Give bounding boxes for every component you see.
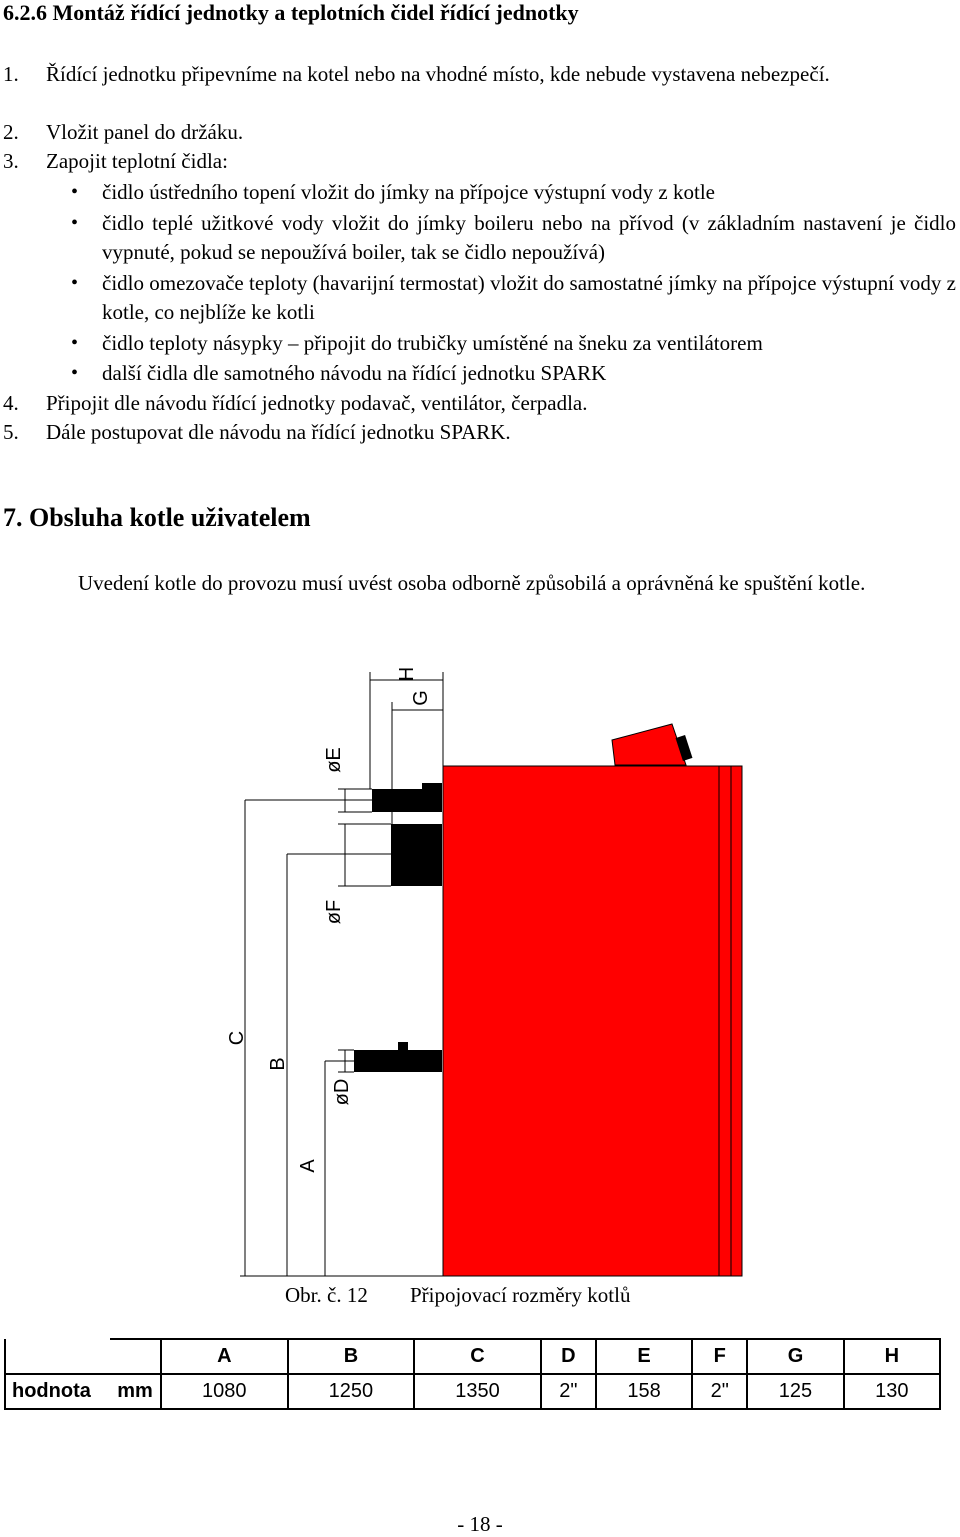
table-cell: 1080: [161, 1374, 288, 1409]
boiler-body: [443, 766, 719, 1276]
step-text: Vložit panel do držáku.: [46, 120, 244, 144]
boiler-connection-diagram: [0, 640, 960, 1280]
top-pipe: [422, 783, 442, 812]
table-cell: 125: [747, 1374, 843, 1409]
figure-caption: Připojovací rozměry kotlů: [410, 1283, 631, 1307]
table-row: [5, 1374, 940, 1409]
table-cell: 158: [596, 1374, 692, 1409]
boiler-door-strip: [719, 766, 731, 1276]
step-text: Dále postupovat dle návodu na řídící jednotku SPARK.: [46, 420, 511, 444]
bullet-icon: •: [71, 272, 79, 294]
step-1: [3, 60, 956, 89]
dim-label-a: A: [297, 1159, 319, 1173]
bullet-item: [3, 269, 956, 327]
table-header: H: [844, 1339, 940, 1374]
table-header: D: [541, 1339, 596, 1374]
bullet-text: čidlo teplé užitkové vody vložit do jímky boileru nebo na přívod (v základním nastavení je čidlo vypnuté, pokud se nepoužívá boiler, tak se čidlo nepoužívá): [102, 211, 956, 264]
page-number: - 18 -: [457, 1512, 503, 1536]
step-4: [3, 389, 956, 418]
dim-label-g: G: [410, 690, 432, 706]
step-text: Řídící jednotku připevníme na kotel nebo na vhodné místo, kde nebude vystavena nebezpečí.: [46, 62, 830, 86]
table-header: A: [161, 1339, 288, 1374]
step-text: Připojit dle návodu řídící jednotky podavač, ventilátor, čerpadla.: [46, 391, 588, 415]
step-number: 4.: [3, 391, 19, 415]
bullet-icon: •: [71, 212, 79, 234]
row-unit: mm: [110, 1374, 161, 1409]
figure-number: Obr. č. 12: [285, 1283, 368, 1307]
row-label: hodnota: [5, 1374, 110, 1409]
bullet-item: [3, 359, 956, 388]
bullet-icon: •: [71, 332, 79, 354]
step-number: 3.: [3, 149, 19, 173]
dim-label-e: øE: [323, 747, 345, 773]
table-header: E: [596, 1339, 692, 1374]
bullet-item: [3, 209, 956, 267]
step-5: [3, 418, 956, 447]
dim-label-h: H: [396, 666, 418, 682]
control-unit: [612, 724, 686, 765]
table-header: B: [288, 1339, 415, 1374]
table-cell: 2": [692, 1374, 747, 1409]
bullet-icon: •: [71, 181, 79, 203]
step-number: 2.: [3, 120, 19, 144]
table-corner: [5, 1339, 110, 1374]
dimensions-table: [4, 1338, 941, 1410]
table-cell: 130: [844, 1374, 940, 1409]
step-number: 5.: [3, 420, 19, 444]
bottom-pipe: [354, 1050, 442, 1072]
step-number: 1.: [3, 62, 19, 86]
flue-outlet: [391, 824, 442, 886]
chapter-intro: Uvedení kotle do provozu musí uvést osoba odborně způsobilá a oprávněná ke spuštění kotle.: [78, 571, 866, 595]
boiler-door-strip: [731, 766, 742, 1276]
bullet-icon: •: [71, 362, 79, 384]
bullet-text: čidlo teploty násypky – připojit do trubičky umístěné na šneku za ventilátorem: [102, 331, 763, 355]
bullet-text: další čidla dle samotného návodu na řídící jednotku SPARK: [102, 361, 607, 385]
table-header: G: [747, 1339, 843, 1374]
bullet-text: čidlo ústředního topení vložit do jímky na přípojce výstupní vody z kotle: [102, 180, 715, 204]
bullet-item: [3, 329, 956, 358]
table-cell: 1350: [414, 1374, 541, 1409]
table-header-row: [5, 1339, 940, 1374]
chapter-heading: 7. Obsluha kotle uživatelem: [3, 503, 311, 532]
dim-label-c: C: [226, 1030, 248, 1046]
bullet-text: čidlo omezovače teploty (havarijní termostat) vložit do samostatné jímky na přípojce výstupní vody z kotle, co nejblíže ke kotli: [102, 271, 956, 324]
top-pipe-flange: [372, 789, 422, 812]
table-corner: [110, 1339, 161, 1374]
step-2: [3, 118, 956, 147]
bullet-item: [3, 178, 956, 207]
dim-label-b: B: [267, 1057, 289, 1071]
table-header: C: [414, 1339, 541, 1374]
table-cell: 1250: [288, 1374, 415, 1409]
step-3: [3, 147, 956, 176]
dim-label-d: øD: [331, 1078, 353, 1106]
bottom-pipe-valve: [398, 1042, 408, 1052]
table-cell: 2": [541, 1374, 596, 1409]
dim-label-f: øF: [323, 899, 345, 925]
table-header: F: [692, 1339, 747, 1374]
step-text: Zapojit teplotní čidla:: [46, 149, 228, 173]
section-heading: 6.2.6 Montáž řídící jednotky a teplotních čidel řídící jednotky: [3, 0, 579, 25]
